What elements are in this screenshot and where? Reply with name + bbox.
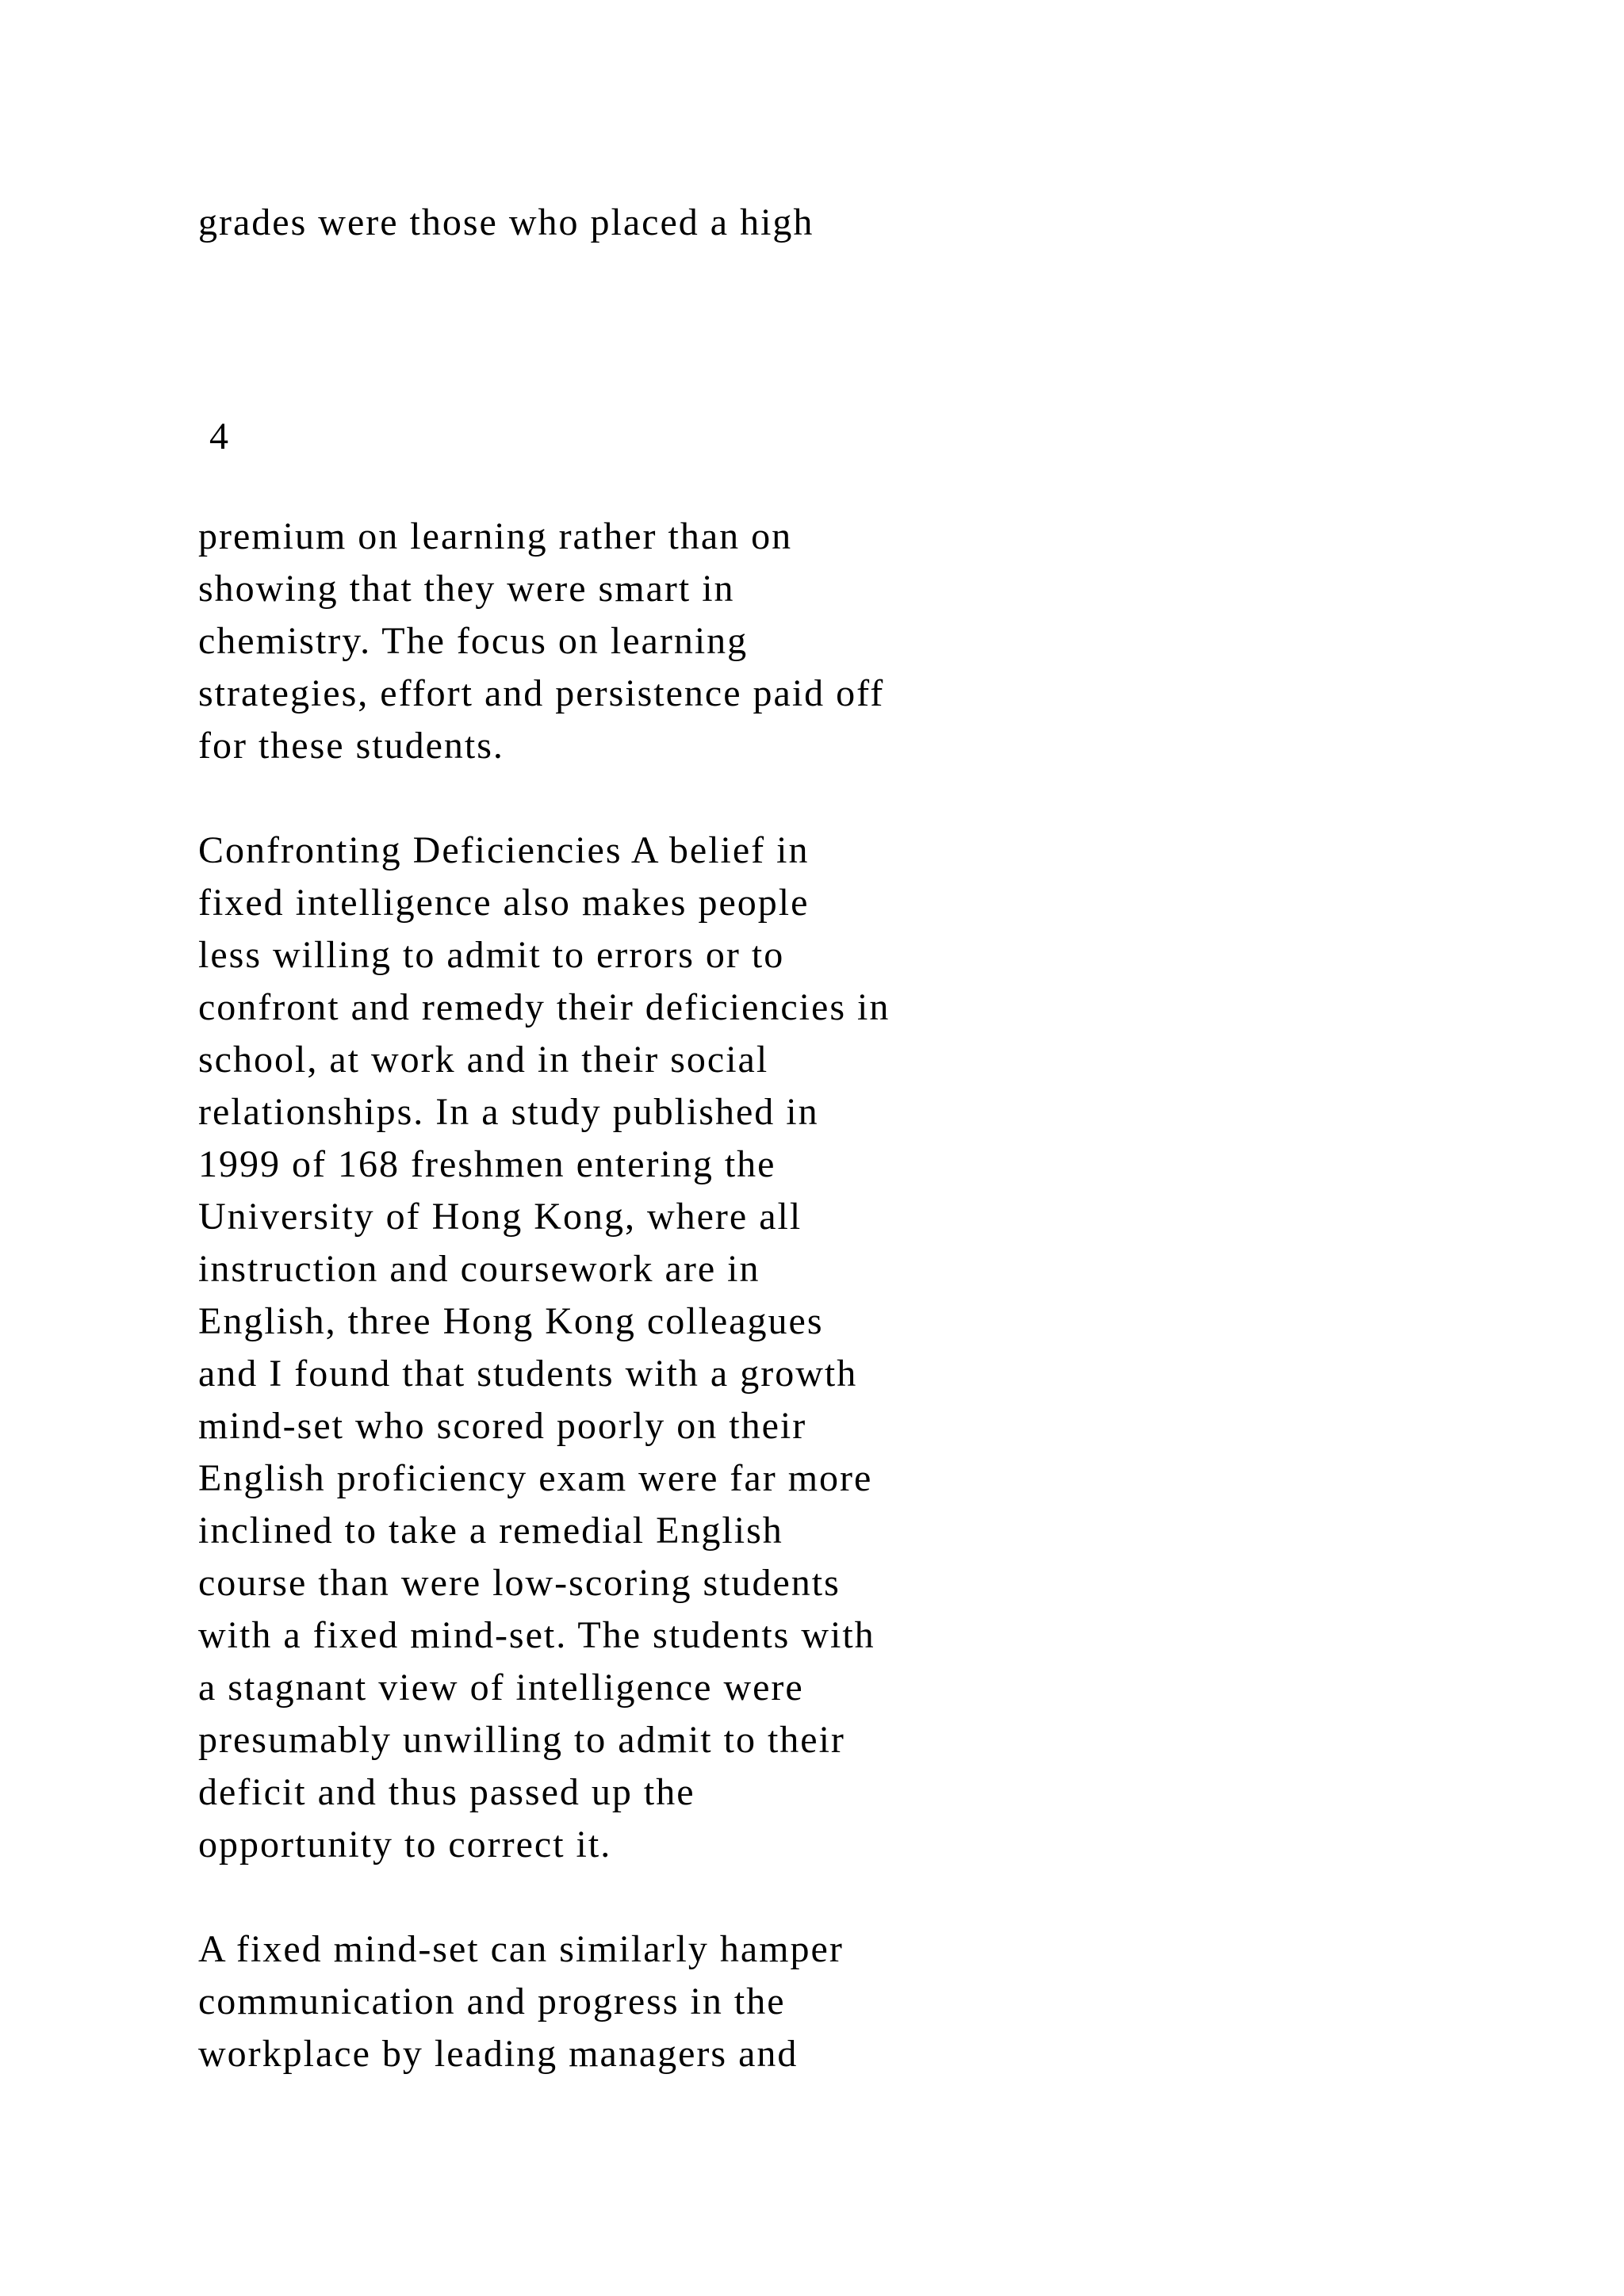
paragraph-line: for these students. [198,725,504,767]
paragraph-line: less willing to admit to errors or to [198,934,785,976]
paragraph-line: instruction and coursework are in [198,1248,760,1290]
paragraph-line: strategies, effort and persistence paid off [198,672,885,714]
paragraph-line: school, at work and in their social [198,1039,769,1081]
paragraph-line: relationships. In a study published in [198,1091,819,1133]
paragraph-line: showing that they were smart in [198,568,735,610]
paragraph-line: with a fixed mind-set. The students with [198,1614,875,1656]
paragraph-line: confront and remedy their deficiencies in [198,986,891,1028]
paragraph-line: presumably unwilling to admit to their [198,1719,845,1761]
paragraph-line: mind-set who scored poorly on their [198,1405,807,1447]
paragraph-line: workplace by leading managers and [198,2033,799,2075]
paragraph-line: communication and progress in the [198,1980,786,2022]
paragraph-line: opportunity to correct it. [198,1823,612,1866]
paragraph-line: and I found that students with a growth [198,1353,858,1395]
paragraph-line: A fixed mind-set can similarly hamper [198,1928,844,1970]
page-number: 4 [209,415,228,457]
paragraph-line: inclined to take a remedial English [198,1510,783,1552]
paragraph-line: chemistry. The focus on learning [198,620,749,662]
paragraph-line: fixed intelligence also makes people [198,882,810,924]
paragraph-line: English, three Hong Kong colleagues [198,1300,824,1342]
paragraph-line: Confronting Deficiencies A belief in [198,829,810,871]
paragraph-line: a stagnant view of intelligence were [198,1667,804,1709]
paragraph-line: English proficiency exam were far more [198,1457,873,1499]
paragraph-line: deficit and thus passed up the [198,1771,695,1813]
paragraph-line: course than were low-scoring students [198,1562,841,1604]
paragraph-line: premium on learning rather than on [198,515,793,557]
text-line-top: grades were those who placed a high [198,201,814,243]
paragraph-line: 1999 of 168 freshmen entering the [198,1143,776,1185]
paragraph-line: University of Hong Kong, where all [198,1196,802,1238]
